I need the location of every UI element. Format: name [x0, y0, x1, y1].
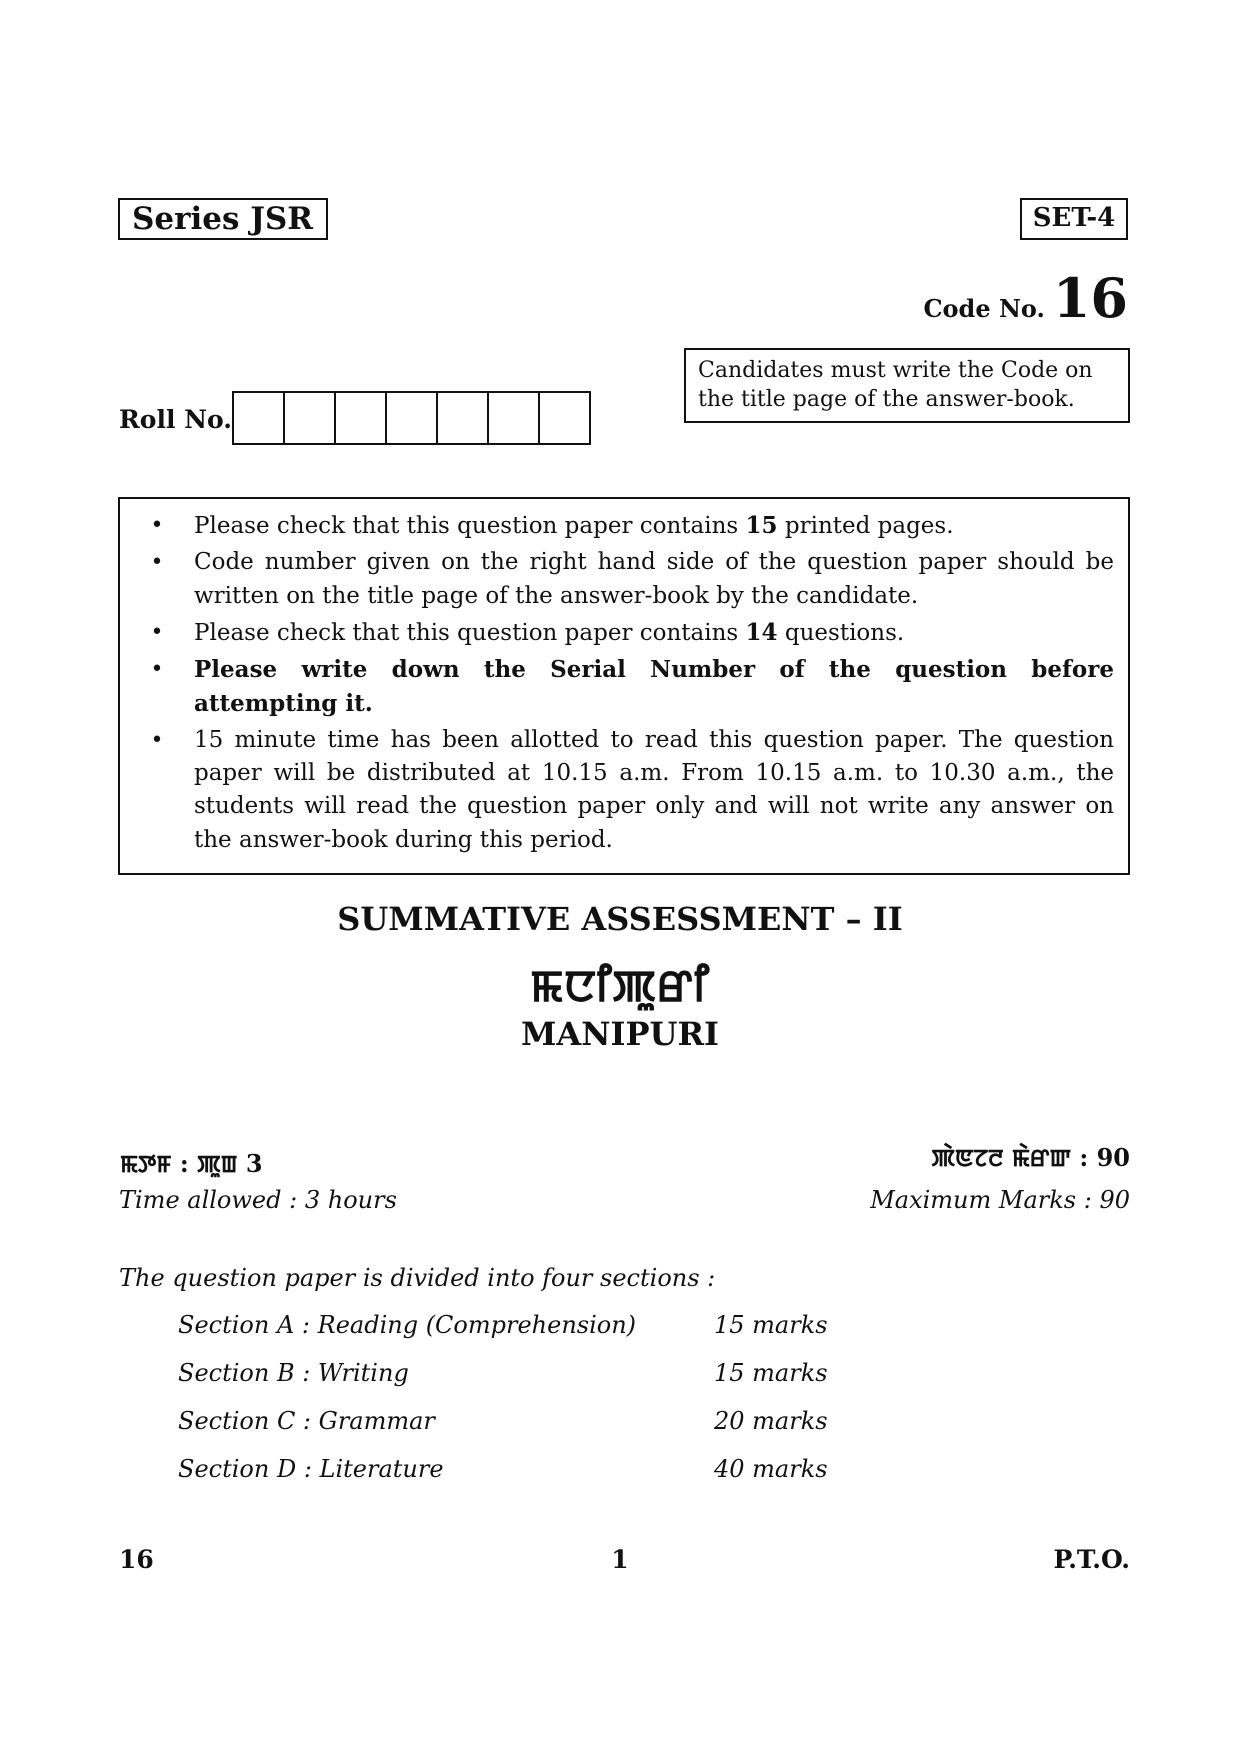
bullet-icon: •: [150, 728, 164, 753]
instruction-item: [120, 653, 1114, 721]
bullet-icon: •: [150, 550, 164, 575]
section-marks: 15 marks: [714, 1311, 828, 1339]
code-label: Code No.: [923, 294, 1045, 323]
instruction-text: Please check that this question paper contains 14 questions.: [194, 619, 905, 646]
code-number-line: [923, 266, 1128, 330]
page-number: 1: [611, 1545, 629, 1574]
section-name: Section D : Literature: [178, 1455, 444, 1483]
candidates-note: Candidates must write the Code on the title page of the answer-book.: [684, 348, 1130, 423]
roll-number-cell: [540, 393, 591, 443]
please-turn-over: P.T.O.: [1053, 1545, 1130, 1574]
code-number: 16: [1052, 266, 1128, 330]
section-row: [178, 1407, 898, 1435]
section-row: [178, 1455, 898, 1483]
marks-script-label: ꯄꯥꯟꯖꯂ ꯃꯥꯔꯛ : 90: [931, 1143, 1130, 1172]
maximum-marks: Maximum Marks : 90: [870, 1186, 1130, 1214]
instruction-item: [120, 509, 1114, 543]
instruction-text: Code number given on the right hand side of the question paper should be written on the title page of the answer-book by the candidate.: [194, 549, 1114, 609]
assessment-title: SUMMATIVE ASSESSMENT – II: [337, 900, 903, 938]
sections-intro: The question paper is divided into four sections :: [119, 1264, 716, 1292]
section-row: [178, 1359, 898, 1387]
instruction-text: Please write down the Serial Number of the question before attempting it.: [194, 656, 1114, 717]
subject-title: MANIPURI: [521, 1015, 719, 1053]
set-label: SET-4: [1020, 198, 1128, 240]
section-marks: 40 marks: [714, 1455, 828, 1483]
instruction-item: [120, 616, 1114, 650]
roll-number-grid: [232, 391, 591, 445]
instruction-item: [120, 546, 1114, 613]
bullet-icon: •: [150, 620, 164, 645]
instructions-box: [118, 497, 1130, 875]
footer-code: 16: [119, 1545, 154, 1574]
instruction-text: 15 minute time has been allotted to read this question paper. The question paper will be distributed at 10.15 a.m. From 10.15 a.m. to 10.30 a.m., the students will read the question paper only and will not write any answer on the answer-book during this period.: [194, 727, 1114, 853]
roll-number-cell: [489, 393, 540, 443]
roll-number-cell: [336, 393, 387, 443]
roll-number-cell: [234, 393, 285, 443]
bullet-icon: •: [150, 513, 164, 538]
section-marks: 15 marks: [714, 1359, 828, 1387]
subject-script-title: ꯃꯅꯤꯄꯨꯔꯤ: [530, 961, 710, 1012]
instruction-item: [120, 724, 1114, 857]
section-name: Section B : Writing: [178, 1359, 409, 1387]
section-name: Section C : Grammar: [178, 1407, 435, 1435]
section-marks: 20 marks: [714, 1407, 828, 1435]
series-label: Series JSR: [118, 198, 328, 240]
time-script-label: ꯃꯇꯝ : ꯄꯨꯡ 3: [120, 1149, 263, 1178]
roll-number-cell: [285, 393, 336, 443]
instruction-text: Please check that this question paper contains 15 printed pages.: [194, 512, 954, 539]
time-allowed: Time allowed : 3 hours: [119, 1186, 397, 1214]
bullet-icon: •: [150, 657, 164, 682]
roll-number-cell: [387, 393, 438, 443]
roll-number-label: Roll No.: [119, 405, 232, 434]
roll-number-cell: [438, 393, 489, 443]
section-row: [178, 1311, 898, 1339]
section-name: Section A : Reading (Comprehension): [178, 1311, 637, 1339]
